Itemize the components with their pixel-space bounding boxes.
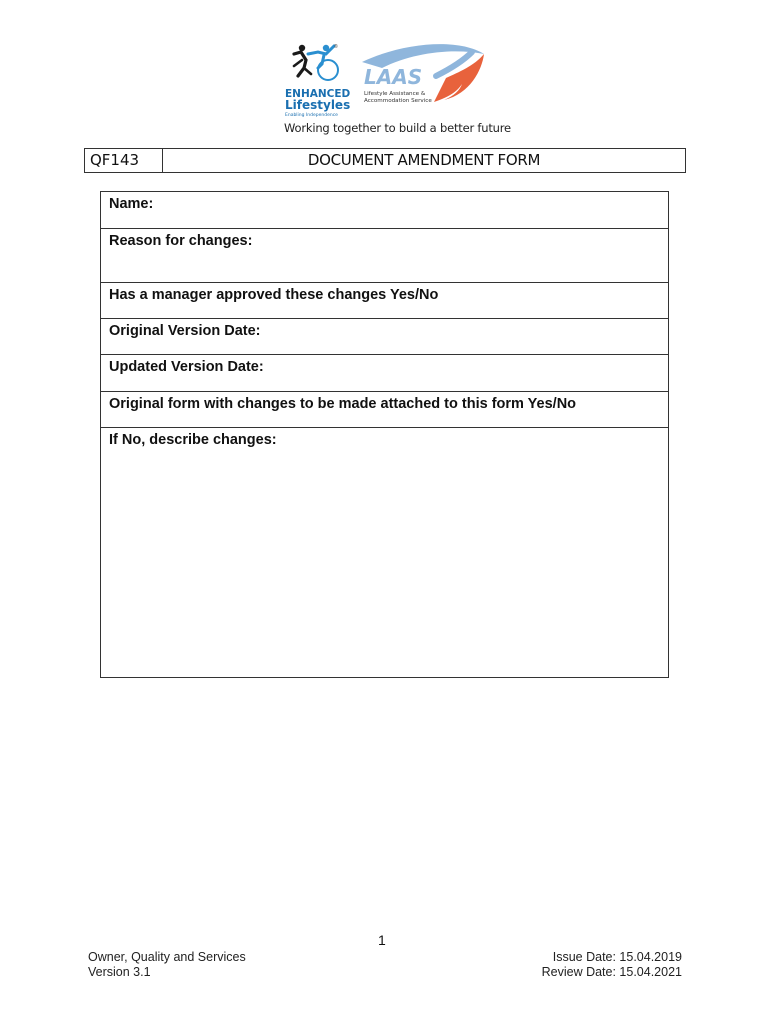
describe-changes-field[interactable] bbox=[101, 428, 668, 677]
logo-right-brand: LAAS bbox=[364, 65, 423, 89]
form-title: DOCUMENT AMENDMENT FORM bbox=[307, 151, 541, 169]
page-number: 1 bbox=[378, 932, 386, 948]
reason-field[interactable] bbox=[101, 229, 668, 283]
updated-version-date-label: Updated Version Date: bbox=[109, 359, 264, 375]
svg-text:®: ® bbox=[334, 44, 338, 50]
tagline: Working together to build a better future bbox=[284, 121, 511, 135]
logo-right-sub1: Lifestyle Assistance & bbox=[364, 91, 426, 97]
enhanced-lifestyles-logo-icon bbox=[294, 43, 338, 80]
original-form-attached-label: Original form with changes to be made attached to this form Yes/No bbox=[109, 396, 577, 412]
form-header bbox=[84, 148, 686, 173]
logo-left-line1: ENHANCED bbox=[285, 88, 351, 100]
name-label: Name: bbox=[109, 196, 154, 212]
logo-left-line2: Lifestyles bbox=[285, 98, 351, 112]
original-version-date-label: Original Version Date: bbox=[109, 323, 261, 339]
updated-version-date-field[interactable] bbox=[101, 355, 668, 392]
describe-changes-label: If No, describe changes: bbox=[109, 432, 277, 448]
footer-review-date: Review Date: 15.04.2021 bbox=[541, 965, 682, 979]
footer-issue-date: Issue Date: 15.04.2019 bbox=[552, 950, 682, 964]
logo-right-sub2: Accommodation Service bbox=[364, 98, 432, 104]
amendment-form-table bbox=[100, 191, 669, 678]
form-code: QF143 bbox=[85, 149, 163, 172]
original-form-attached-field[interactable] bbox=[101, 392, 668, 428]
footer-left bbox=[88, 950, 246, 980]
name-field[interactable] bbox=[101, 192, 668, 229]
logo-left-line3: Enabling Independence bbox=[285, 113, 338, 118]
footer-owner: Owner, Quality and Services bbox=[88, 950, 246, 964]
manager-approval-label: Has a manager approved these changes Yes/No bbox=[109, 287, 439, 303]
manager-approval-field[interactable] bbox=[101, 283, 668, 319]
footer-version: Version 3.1 bbox=[88, 965, 151, 979]
footer-right bbox=[542, 950, 682, 980]
reason-label: Reason for changes: bbox=[109, 233, 253, 249]
original-version-date-field[interactable] bbox=[101, 319, 668, 355]
